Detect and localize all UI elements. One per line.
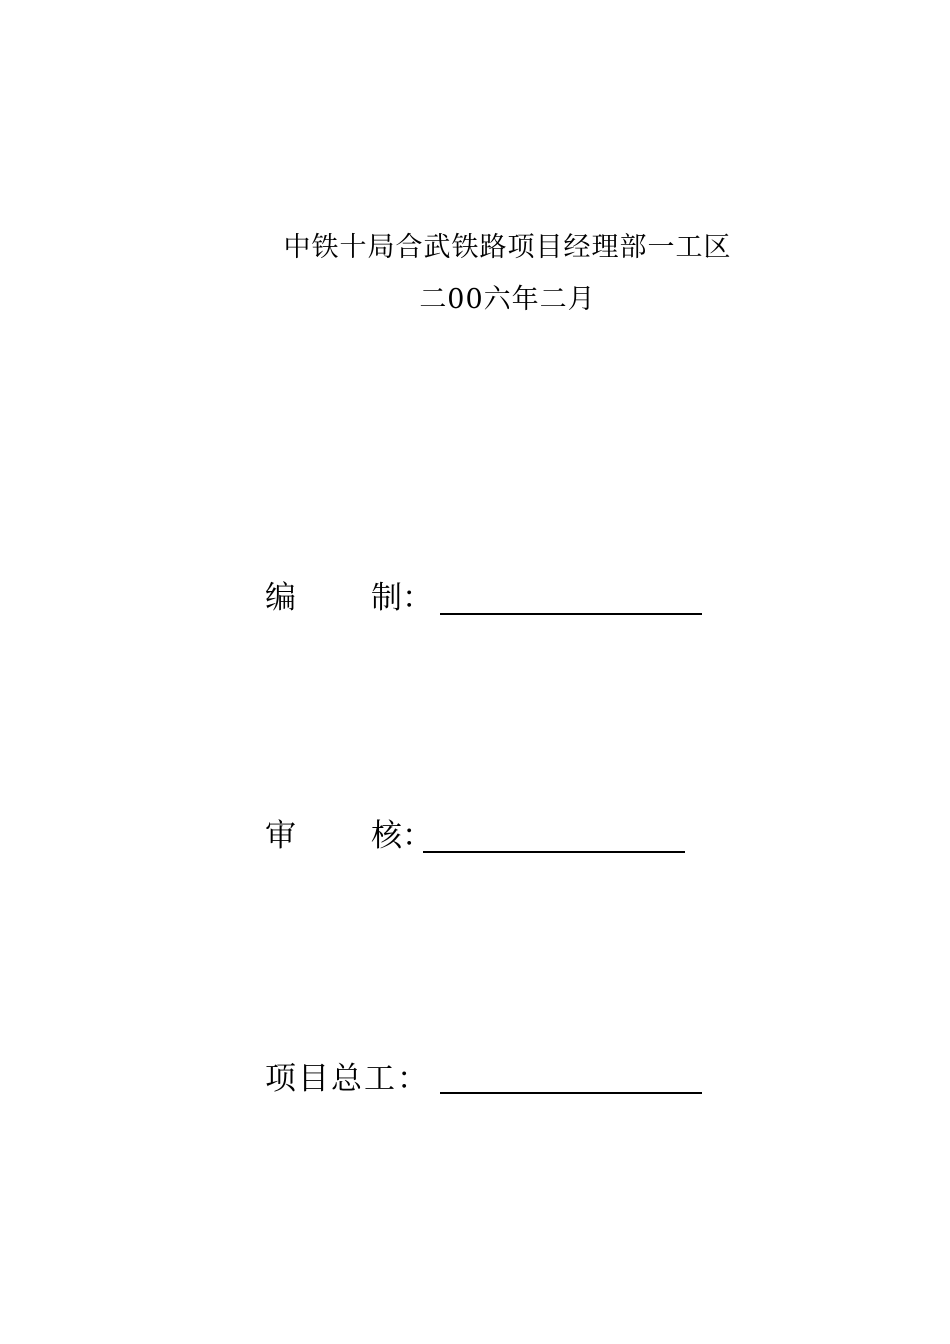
chief-engineer-signature-row bbox=[265, 1057, 715, 1101]
review-signature-row bbox=[265, 814, 695, 858]
compile-signature-row bbox=[265, 576, 715, 620]
review-label-char2: 核： bbox=[371, 818, 433, 854]
review-signature-line[interactable] bbox=[423, 851, 685, 853]
compile-label-char2: 制： bbox=[371, 580, 433, 616]
compile-label-char1: 编 bbox=[265, 580, 296, 616]
compile-signature-line[interactable] bbox=[440, 613, 702, 615]
review-label-char1: 审 bbox=[265, 818, 296, 854]
document-date: 二00六年二月 bbox=[419, 284, 596, 315]
chief-engineer-label: 项目总工： bbox=[265, 1061, 430, 1097]
organization-name: 中铁十局合武铁路项目经理部一工区 bbox=[283, 232, 732, 263]
chief-engineer-signature-line[interactable] bbox=[440, 1092, 702, 1094]
